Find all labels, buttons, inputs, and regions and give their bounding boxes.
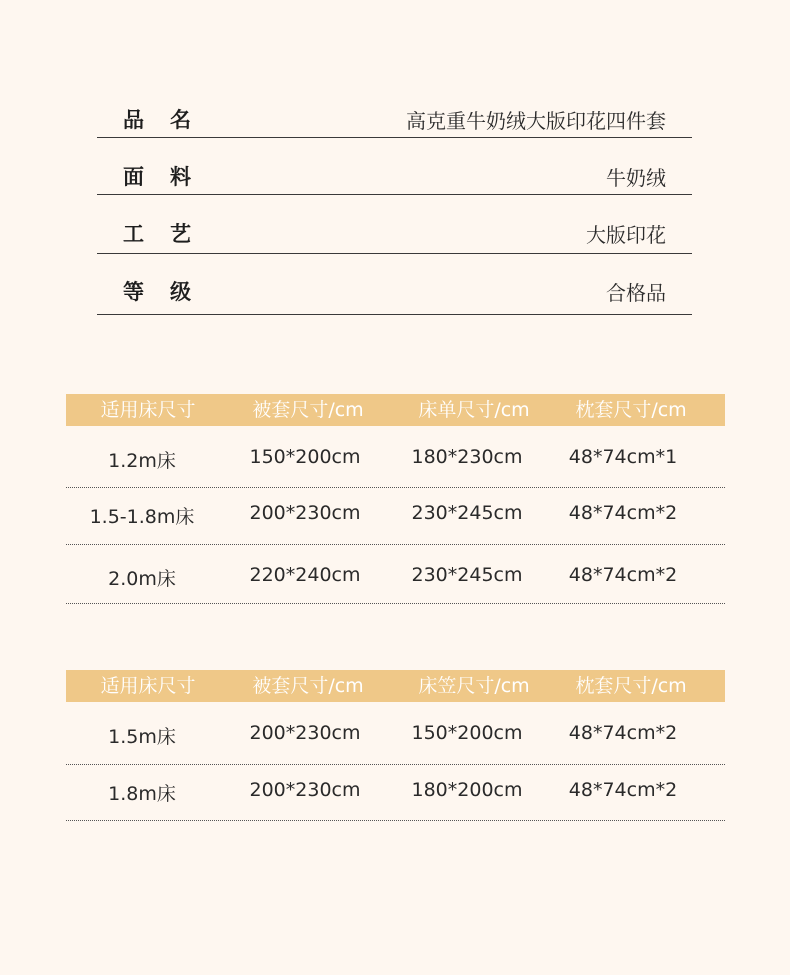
header-duvet-size: 被套尺寸/cm: [252, 399, 364, 421]
table-row: [66, 702, 725, 765]
spec-row-craft: [97, 195, 692, 254]
cell-duvet-size: 150*200cm: [249, 446, 361, 468]
table-header: [66, 670, 725, 702]
spec-value: 高克重牛奶绒大版印花四件套: [406, 109, 666, 133]
spec-label-char: 工: [123, 222, 144, 246]
spec-label: [123, 218, 191, 248]
spec-label-char: 名: [170, 108, 191, 132]
header-bed-size: 适用床尺寸: [100, 399, 196, 421]
cell-pillow-size: 48*74cm*2: [568, 722, 678, 744]
size-table-fitted: [66, 670, 725, 821]
header-pillow-size: 枕套尺寸/cm: [575, 675, 687, 697]
header-fitted-sheet-size: 床笠尺寸/cm: [418, 675, 530, 697]
header-sheet-size: 床单尺寸/cm: [418, 399, 530, 421]
spec-label: [123, 161, 191, 191]
spec-label-char: 面: [123, 165, 144, 189]
cell-sheet-size: 180*230cm: [411, 446, 523, 468]
header-duvet-size: 被套尺寸/cm: [252, 675, 364, 697]
spec-row-fabric: [97, 138, 692, 195]
cell-duvet-size: 220*240cm: [249, 564, 361, 586]
table-row: [66, 488, 725, 545]
table-row: [66, 426, 725, 488]
spec-value: 合格品: [606, 281, 666, 305]
header-bed-size: 适用床尺寸: [100, 675, 196, 697]
spec-label: [123, 104, 191, 134]
cell-duvet-size: 200*230cm: [249, 722, 361, 744]
cell-sheet-size: 230*245cm: [411, 502, 523, 524]
table-row: [66, 765, 725, 821]
spec-label-char: 品: [123, 108, 144, 132]
cell-fitted-sheet-size: 180*200cm: [411, 779, 523, 801]
cell-bed-size: 1.8m床: [108, 783, 176, 805]
cell-pillow-size: 48*74cm*2: [568, 502, 678, 524]
cell-pillow-size: 48*74cm*1: [568, 446, 678, 468]
spec-value: 大版印花: [586, 223, 666, 247]
cell-bed-size: 1.2m床: [108, 450, 176, 472]
cell-pillow-size: 48*74cm*2: [568, 564, 678, 586]
cell-fitted-sheet-size: 150*200cm: [411, 722, 523, 744]
spec-row-name: [97, 98, 692, 138]
cell-bed-size: 2.0m床: [108, 568, 176, 590]
spec-label-char: 艺: [170, 222, 191, 246]
table-row: [66, 545, 725, 604]
size-table-sheet: [66, 394, 725, 604]
spec-label-char: 等: [123, 280, 144, 304]
spec-label: [123, 276, 191, 306]
cell-pillow-size: 48*74cm*2: [568, 779, 678, 801]
cell-duvet-size: 200*230cm: [249, 779, 361, 801]
spec-label-char: 级: [170, 280, 191, 304]
cell-duvet-size: 200*230cm: [249, 502, 361, 524]
spec-value: 牛奶绒: [606, 166, 666, 190]
spec-label-char: 料: [170, 165, 191, 189]
cell-sheet-size: 230*245cm: [411, 564, 523, 586]
spec-row-grade: [97, 254, 692, 315]
cell-bed-size: 1.5-1.8m床: [89, 506, 195, 528]
table-header: [66, 394, 725, 426]
cell-bed-size: 1.5m床: [108, 726, 176, 748]
header-pillow-size: 枕套尺寸/cm: [575, 399, 687, 421]
